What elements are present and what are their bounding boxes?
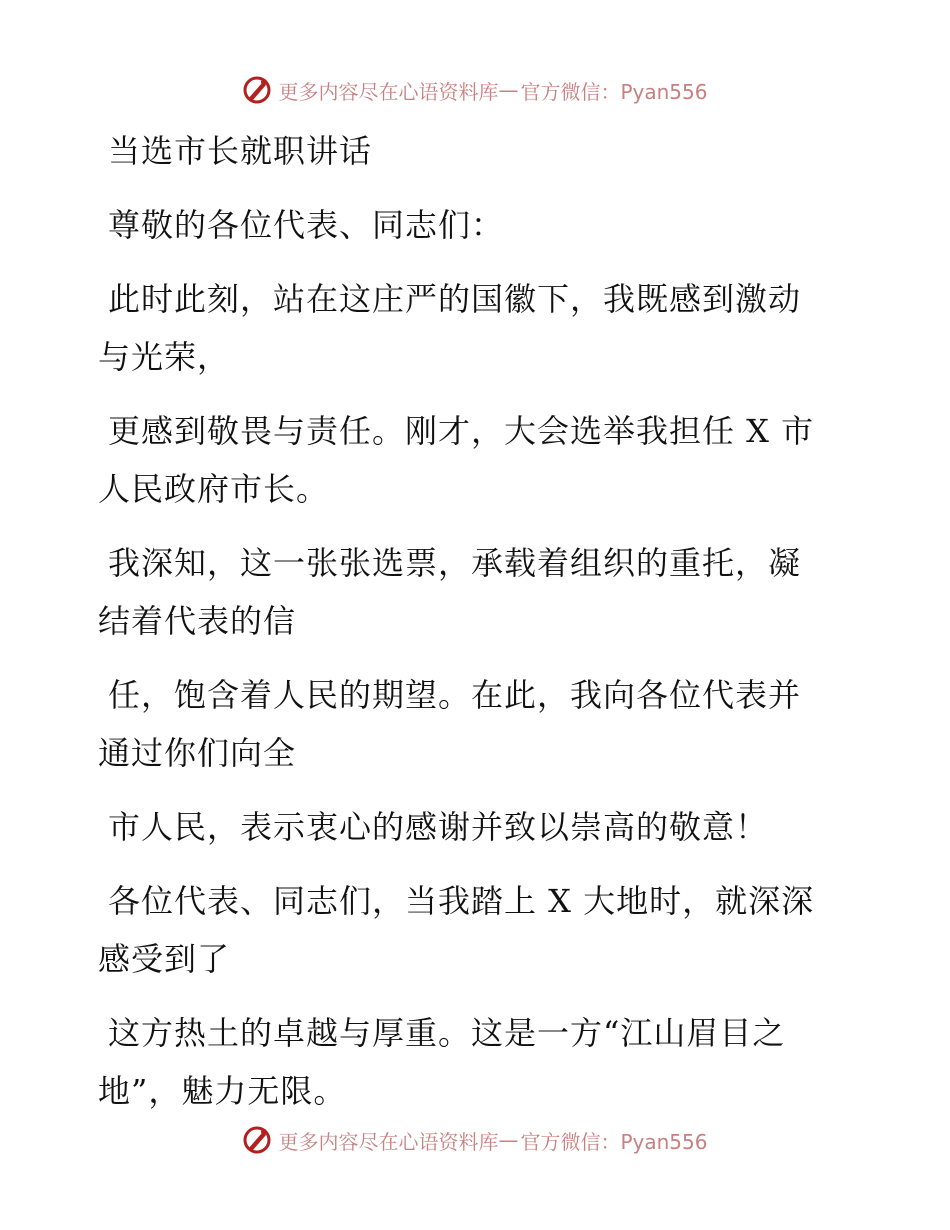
- header-site-text: 更多内容尽在心语资料库: [278, 79, 499, 104]
- paragraph-line: 与光荣，: [98, 338, 231, 376]
- footer-site-text: 更多内容尽在心语资料库: [278, 1129, 499, 1154]
- paragraph-line: 我深知，这一张张选票，承载着组织的重托，凝: [108, 544, 802, 582]
- quill-logo-icon: [242, 75, 272, 105]
- paragraph-line: 感受到了: [98, 940, 231, 978]
- paragraph: [98, 1004, 850, 1120]
- paragraph: [98, 402, 850, 518]
- header-banner: [0, 70, 950, 110]
- paragraph-line: 各位代表、同志们，当我踏上 X 大地时，就深深: [108, 882, 815, 920]
- footer-banner: [0, 1120, 950, 1160]
- footer-separator: —: [498, 1128, 519, 1152]
- document-title: 当选市长就职讲话: [108, 132, 373, 170]
- paragraph: [98, 798, 850, 856]
- paragraph-line: 更感到敬畏与责任。刚才，大会选举我担任 X 市: [108, 412, 815, 450]
- paragraph-line: 这方热土的卓越与厚重。这是一方“江山眉目之: [108, 1014, 786, 1052]
- quill-logo-icon: [242, 1125, 272, 1155]
- document-greeting: 尊敬的各位代表、同志们：: [108, 206, 505, 244]
- paragraph-line: 人民政府市长。: [98, 470, 330, 508]
- paragraph: [98, 534, 850, 650]
- paragraph-line: 地”，魅力无限。: [98, 1072, 347, 1110]
- paragraph-line: 通过你们向全: [98, 734, 297, 772]
- paragraph-line: 任，饱含着人民的期望。在此，我向各位代表并: [108, 676, 802, 714]
- paragraph: [98, 270, 850, 386]
- paragraph-line: 此时此刻，站在这庄严的国徽下，我既感到激动: [108, 280, 802, 318]
- paragraph: [98, 872, 850, 988]
- header-separator: —: [498, 78, 519, 102]
- document-body: [98, 122, 850, 1120]
- paragraph: [98, 666, 850, 782]
- header-wechat-text: 官方微信：Pyan556: [520, 79, 708, 104]
- paragraph-line: 市人民，表示衷心的感谢并致以崇高的敬意！: [108, 808, 769, 846]
- footer-wechat-text: 官方微信：Pyan556: [520, 1129, 708, 1154]
- paragraph-line: 结着代表的信: [98, 602, 297, 640]
